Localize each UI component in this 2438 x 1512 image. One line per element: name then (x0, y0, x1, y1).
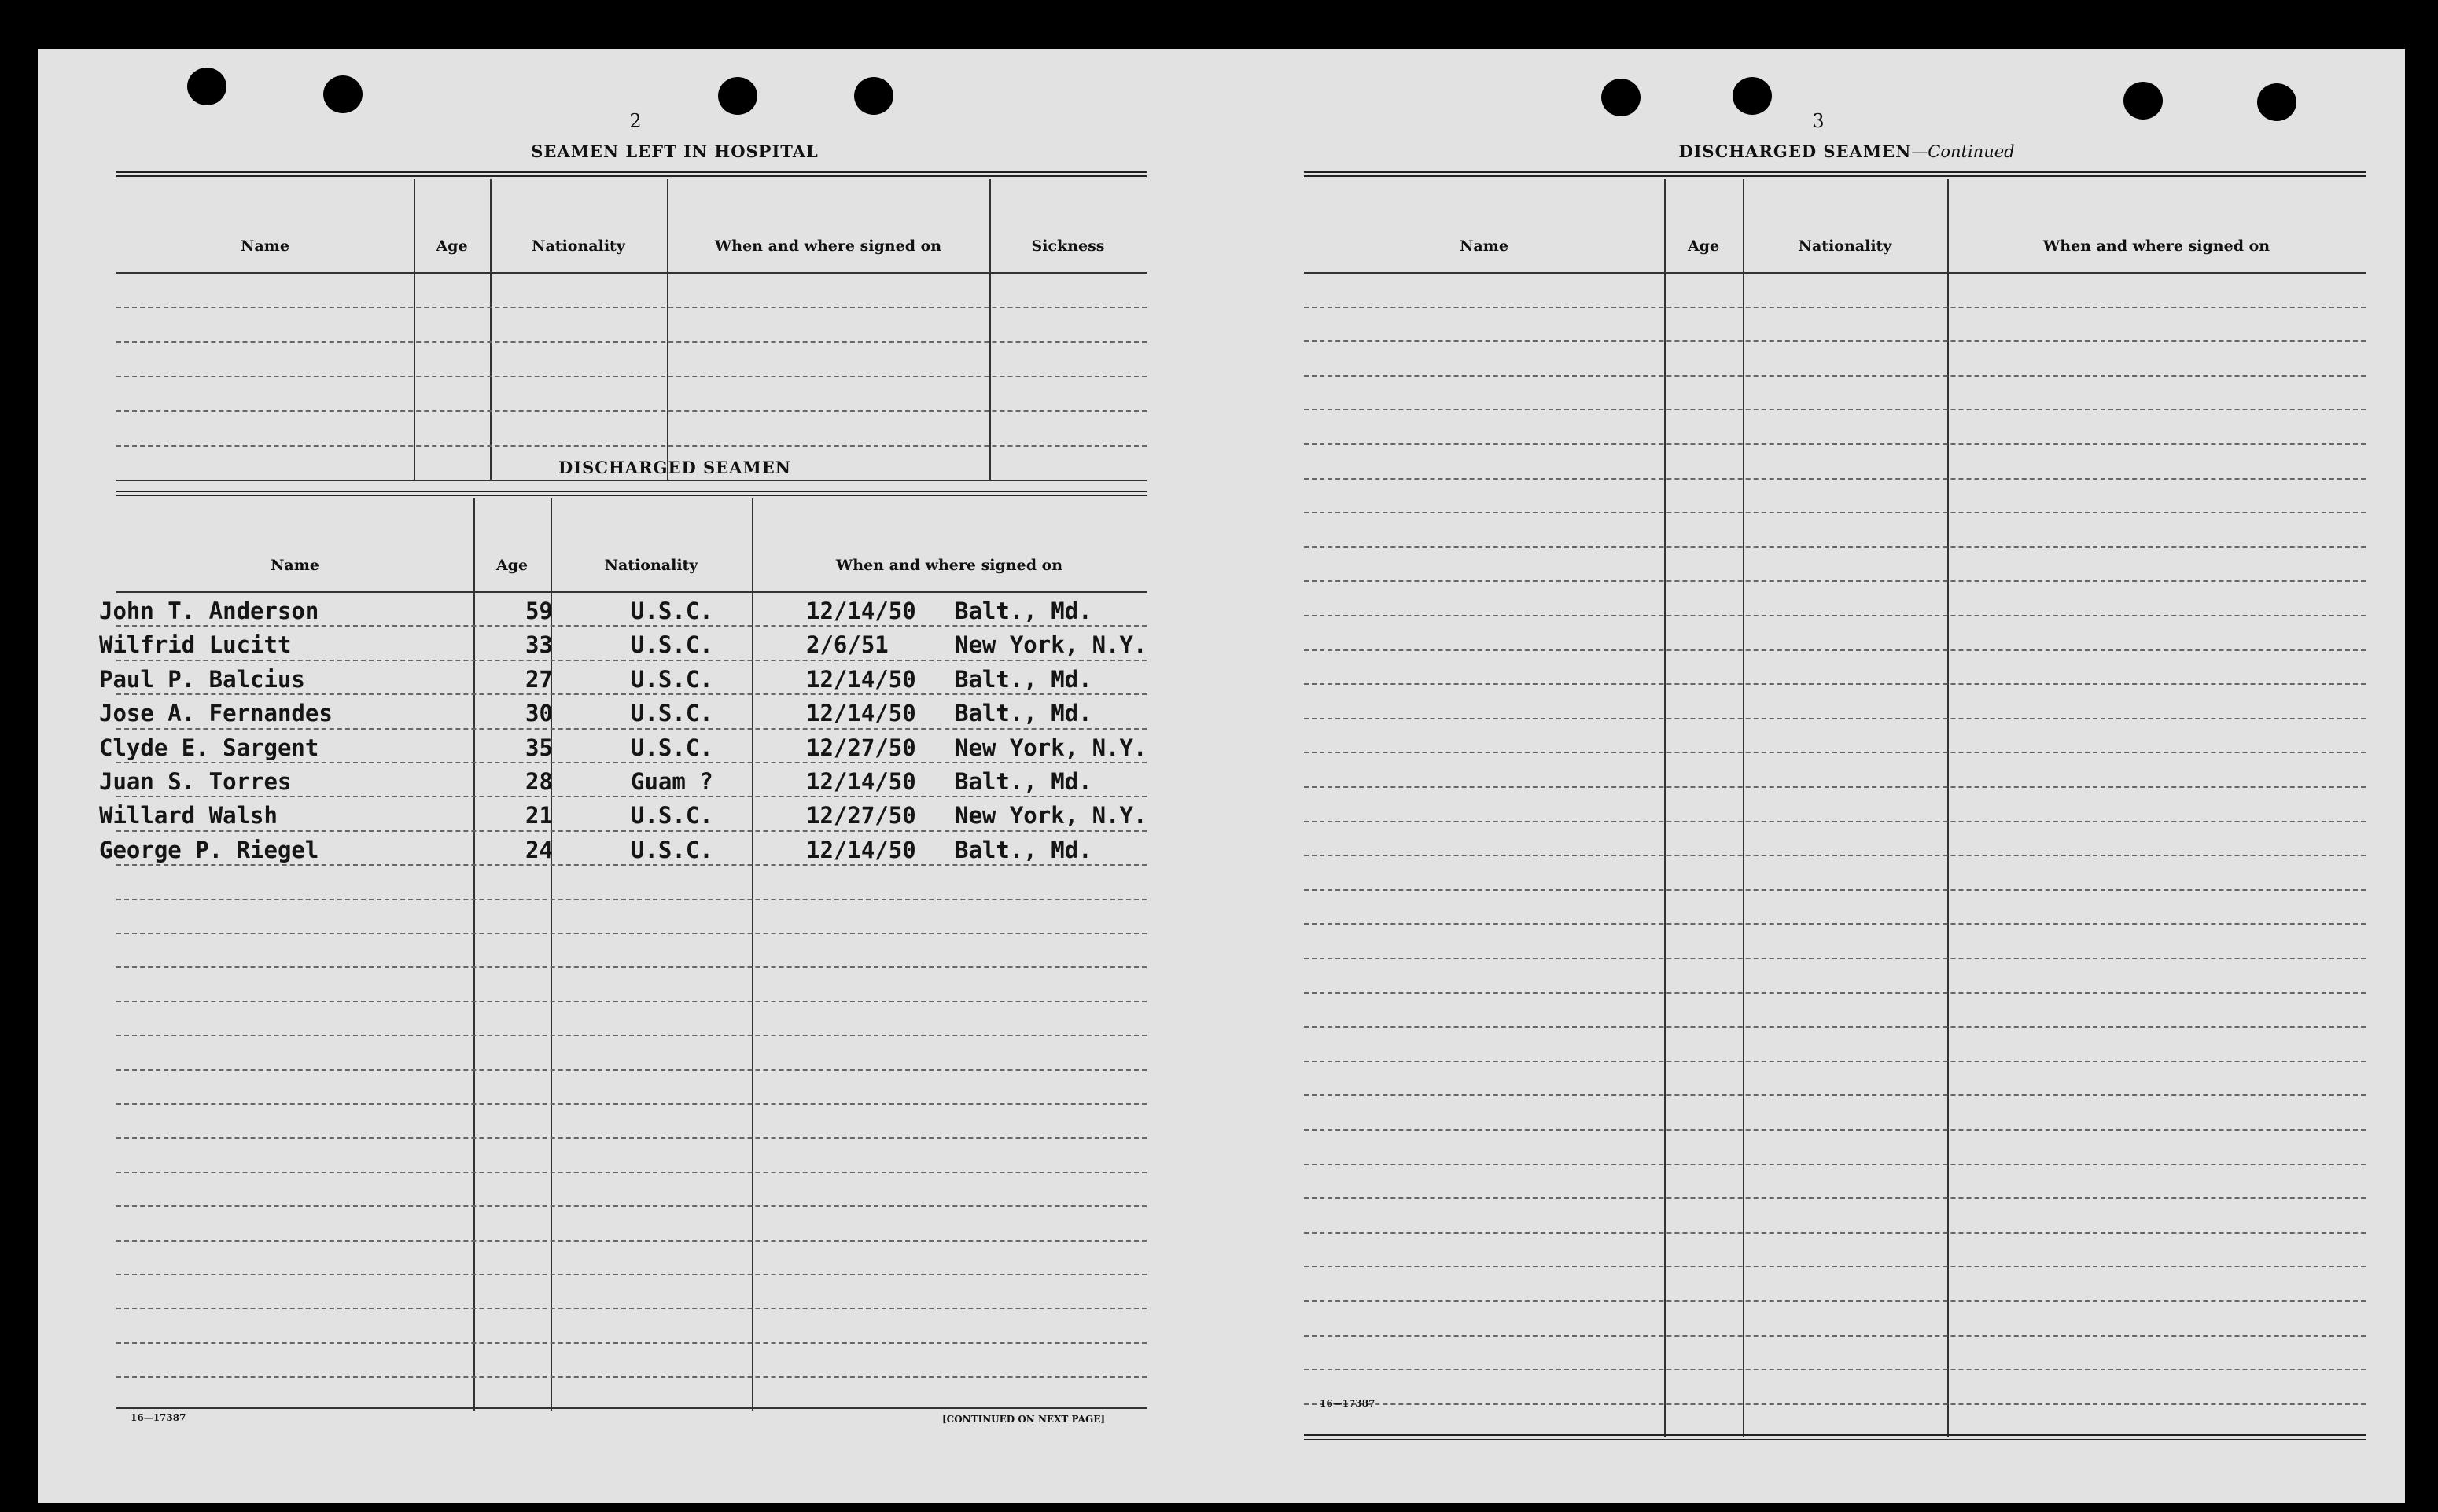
ruled-line (1304, 1335, 2366, 1337)
seaman-name: Clyde E. Sargent (99, 734, 319, 761)
punch-hole (2123, 82, 2163, 120)
ruled-line (1304, 855, 2366, 856)
seaman-age: 27 (525, 665, 553, 693)
ruled-line (1304, 1232, 2366, 1234)
ruled-line (1304, 1026, 2366, 1028)
continued-col-signed-on: When and where signed on (2042, 237, 2270, 255)
signed-on-date: 2/6/51 (806, 631, 889, 659)
ruled-line (1304, 923, 2366, 925)
seaman-age: 33 (525, 631, 553, 659)
punch-hole (2257, 83, 2296, 121)
ruled-line (1304, 1266, 2366, 1267)
ruled-line (1304, 1300, 2366, 1302)
ruled-line (116, 1376, 1147, 1378)
ruled-line (116, 660, 1147, 661)
signed-on-date: 12/27/50 (806, 734, 916, 761)
punch-hole (1601, 79, 1641, 116)
ruled-line (1304, 1403, 2366, 1405)
ruled-line (1304, 718, 2366, 719)
discharged-continued-table (1304, 171, 2366, 1445)
signed-on-place: Balt., Md. (955, 836, 1092, 863)
ruled-line (116, 1069, 1147, 1071)
seaman-age: 30 (525, 700, 553, 727)
ruled-line (1304, 512, 2366, 513)
seaman-name: Wilfrid Lucitt (99, 631, 292, 659)
continued-label: —Continued (1911, 142, 2015, 161)
signed-on-date: 12/14/50 (806, 598, 916, 624)
ruled-line (1304, 340, 2366, 342)
ruled-line (1304, 1094, 2366, 1096)
page-number: 2 (629, 110, 642, 132)
ruled-line (116, 762, 1147, 763)
ruled-line (1304, 615, 2366, 616)
ruled-line (1304, 1369, 2366, 1370)
hospital-col-sickness: Sickness (1031, 237, 1105, 255)
ruled-line (1304, 478, 2366, 480)
punch-hole (323, 75, 363, 113)
ruled-line (116, 830, 1147, 832)
signed-on-place: Balt., Md. (955, 700, 1092, 727)
ruled-line (1304, 958, 2366, 959)
ruled-line (116, 796, 1147, 797)
signed-on-place: Balt., Md. (955, 768, 1092, 795)
discharged-col-name: Name (271, 557, 319, 574)
discharged-table (99, 491, 1147, 1458)
continued-col-age: Age (1687, 237, 1720, 255)
seaman-nationality: U.S.C. (631, 700, 713, 727)
continued-col-name: Name (1460, 237, 1508, 255)
ruled-line (1304, 649, 2366, 651)
seaman-age: 24 (525, 836, 553, 863)
ruled-line (116, 728, 1147, 730)
signed-on-date: 12/14/50 (806, 836, 916, 863)
ruled-line (116, 693, 1147, 695)
signed-on-date: 12/14/50 (806, 768, 916, 795)
discharged-title-main: DISCHARGED SEAMEN (1678, 142, 1912, 161)
continued-col-nationality: Nationality (1798, 237, 1892, 255)
ruled-line (116, 864, 1147, 866)
seaman-nationality: U.S.C. (631, 631, 713, 659)
ruled-line (116, 1308, 1147, 1309)
discharged-col-signed-on: When and where signed on (835, 557, 1063, 574)
seaman-age: 59 (525, 598, 553, 624)
ruled-line (116, 1035, 1147, 1036)
ruled-line (116, 1001, 1147, 1002)
signed-on-place: New York, N.Y. (955, 734, 1147, 761)
ruled-line (116, 966, 1147, 968)
ruled-line (1304, 992, 2366, 994)
page-number: 3 (1812, 110, 1825, 132)
ruled-line (1304, 889, 2366, 891)
punch-hole (718, 77, 757, 115)
hospital-col-name: Name (241, 237, 289, 255)
ruled-line (116, 1274, 1147, 1275)
discharged-col-age: Age (495, 557, 528, 574)
hospital-table (116, 171, 1147, 486)
seaman-name: John T. Anderson (99, 598, 319, 624)
punch-hole (854, 77, 893, 115)
seaman-nationality: U.S.C. (631, 802, 713, 830)
seaman-nationality: U.S.C. (631, 665, 713, 693)
hospital-col-signed-on: When and where signed on (714, 237, 942, 255)
ruled-line (1304, 375, 2366, 377)
seaman-age: 21 (525, 802, 553, 830)
signed-on-place: Balt., Md. (955, 665, 1092, 693)
seaman-age: 28 (525, 768, 553, 795)
hospital-col-age: Age (436, 237, 468, 255)
ruled-line (1304, 1061, 2366, 1062)
discharged-continued-title (1603, 142, 2090, 161)
ruled-line (1304, 821, 2366, 822)
seaman-nationality: U.S.C. (631, 836, 713, 863)
ruled-line (116, 1137, 1147, 1139)
ruled-line (1304, 409, 2366, 410)
signed-on-date: 12/14/50 (806, 700, 916, 727)
signed-on-place: New York, N.Y. (955, 631, 1147, 659)
ruled-line (116, 899, 1147, 900)
seaman-name: Jose A. Fernandes (99, 700, 333, 727)
seaman-name: Willard Walsh (99, 802, 278, 830)
ruled-line (1304, 580, 2366, 582)
form-number: 16—17387 (131, 1412, 186, 1423)
ruled-line (1304, 786, 2366, 788)
ruled-line (116, 1172, 1147, 1173)
punch-hole (1733, 77, 1772, 115)
ruled-line (116, 1205, 1147, 1207)
seaman-nationality: Guam ? (631, 768, 713, 795)
ruled-line (1304, 443, 2366, 445)
discharged-col-nationality: Nationality (604, 557, 698, 574)
form-number: 16—17387 (1320, 1398, 1376, 1409)
signed-on-date: 12/14/50 (806, 665, 916, 693)
ruled-line (116, 1103, 1147, 1105)
ruled-line (1304, 546, 2366, 548)
hospital-col-nationality: Nationality (532, 237, 625, 255)
punch-hole (187, 68, 226, 105)
seaman-name: Juan S. Torres (99, 768, 292, 795)
ruled-line (116, 933, 1147, 934)
ruled-line (116, 1240, 1147, 1242)
seaman-age: 35 (525, 734, 553, 761)
ruled-line (1304, 1197, 2366, 1199)
ruled-line (1304, 307, 2366, 308)
document-sheet (38, 49, 2405, 1503)
seaman-name: Paul P. Balcius (99, 665, 305, 693)
signed-on-date: 12/27/50 (806, 802, 916, 830)
continued-note: [CONTINUED ON NEXT PAGE] (942, 1414, 1106, 1425)
ruled-line (116, 1342, 1147, 1344)
seaman-nationality: U.S.C. (631, 598, 713, 624)
ruled-line (1304, 683, 2366, 685)
ruled-line (1304, 752, 2366, 753)
discharged-title: DISCHARGED SEAMEN (558, 458, 791, 477)
ruled-line (1304, 1164, 2366, 1165)
ruled-line (1304, 1129, 2366, 1131)
seaman-nationality: U.S.C. (631, 734, 713, 761)
ruled-line (116, 625, 1147, 627)
signed-on-place: Balt., Md. (955, 598, 1092, 624)
seaman-name: George P. Riegel (99, 836, 319, 863)
hospital-title: SEAMEN LEFT IN HOSPITAL (531, 142, 819, 161)
signed-on-place: New York, N.Y. (955, 802, 1147, 830)
